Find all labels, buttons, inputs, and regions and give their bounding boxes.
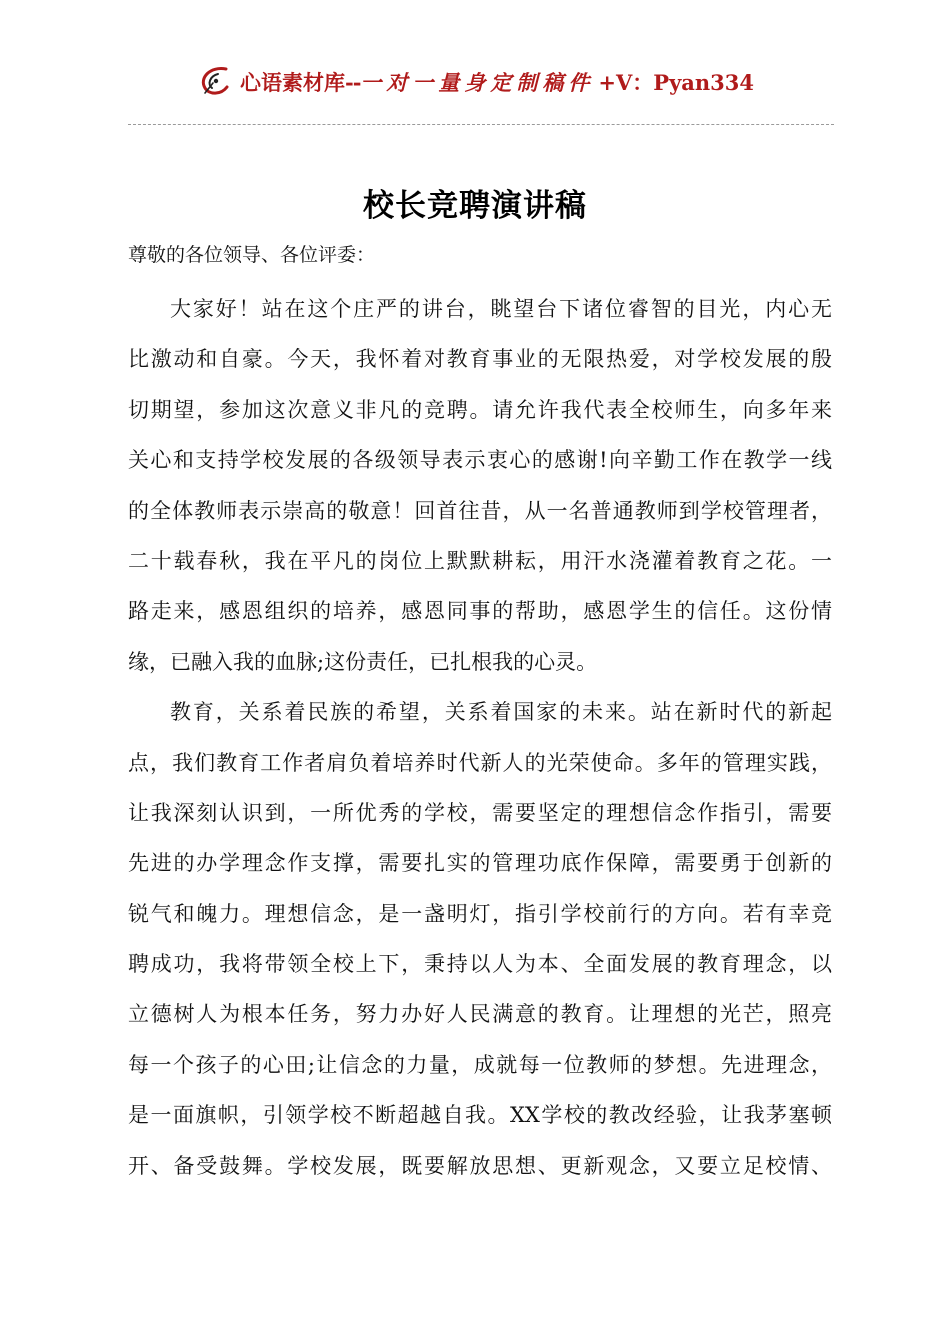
body-line: 比激动和自豪。今天，我怀着对教育事业的无限热爱，对学校发展的殷	[128, 347, 832, 372]
body-line: 锐气和魄力。理想信念，是一盏明灯，指引学校前行的方向。若有幸竞	[128, 901, 832, 926]
body-line: 立德树人为根本任务，努力办好人民满意的教育。让理想的光芒，照亮	[128, 1002, 832, 1027]
body-line: 是一面旗帜，引领学校不断超越自我。XX学校的教改经验，让我茅塞顿	[128, 1103, 832, 1128]
body-line: 大家好！站在这个庄严的讲台，眺望台下诸位睿智的目光，内心无	[170, 297, 832, 321]
body-line: 教育，关系着民族的希望，关系着国家的未来。站在新时代的新起	[170, 700, 832, 725]
body-line: 点，我们教育工作者肩负着培养时代新人的光荣使命。多年的管理实践，	[128, 750, 832, 775]
body-line: 关心和支持学校发展的各级领导表示衷心的感谢!向辛勤工作在教学一线	[128, 448, 832, 473]
body-line: 的全体教师表示崇高的敬意！回首往昔，从一名普通教师到学校管理者，	[128, 498, 832, 523]
body-line: 缘，已融入我的血脉;这份责任，已扎根我的心灵。	[128, 649, 598, 674]
header-separator: --	[344, 69, 361, 95]
body-line: 路走来，感恩组织的培养，感恩同事的帮助，感恩学生的信任。这份情	[128, 599, 832, 624]
body-line: 让我深刻认识到，一所优秀的学校，需要坚定的理想信念作指引，需要	[128, 800, 832, 825]
header-contact: +V：Pyan334	[598, 70, 755, 95]
body-line: 聘成功，我将带领全校上下，秉持以人为本、全面发展的教育理念，以	[128, 952, 832, 977]
body-line: 每一个孩子的心田;让信念的力量，成就每一位教师的梦想。先进理念，	[128, 1052, 832, 1077]
body-line: 二十载春秋，我在平凡的岗位上默默耕耘，用汗水浇灌着教育之花。一	[128, 548, 832, 573]
brand-logo-icon	[196, 64, 238, 100]
header-brand: 心语素材库	[239, 70, 345, 95]
header-slogan: 一对一量身定制稿件	[360, 70, 595, 95]
salutation: 尊敬的各位领导、各位评委：	[128, 244, 376, 266]
document-body	[128, 284, 832, 1191]
page-header	[0, 62, 950, 102]
header-divider	[128, 124, 834, 125]
document-title: 校长竞聘演讲稿	[363, 188, 587, 224]
body-line: 开、备受鼓舞。学校发展，既要解放思想、更新观念，又要立足校情、	[128, 1153, 832, 1178]
body-line: 先进的办学理念作支撑，需要扎实的管理功底作保障，需要勇于创新的	[128, 851, 832, 876]
body-line: 切期望，参加这次意义非凡的竞聘。请允许我代表全校师生，向多年来	[128, 397, 832, 422]
